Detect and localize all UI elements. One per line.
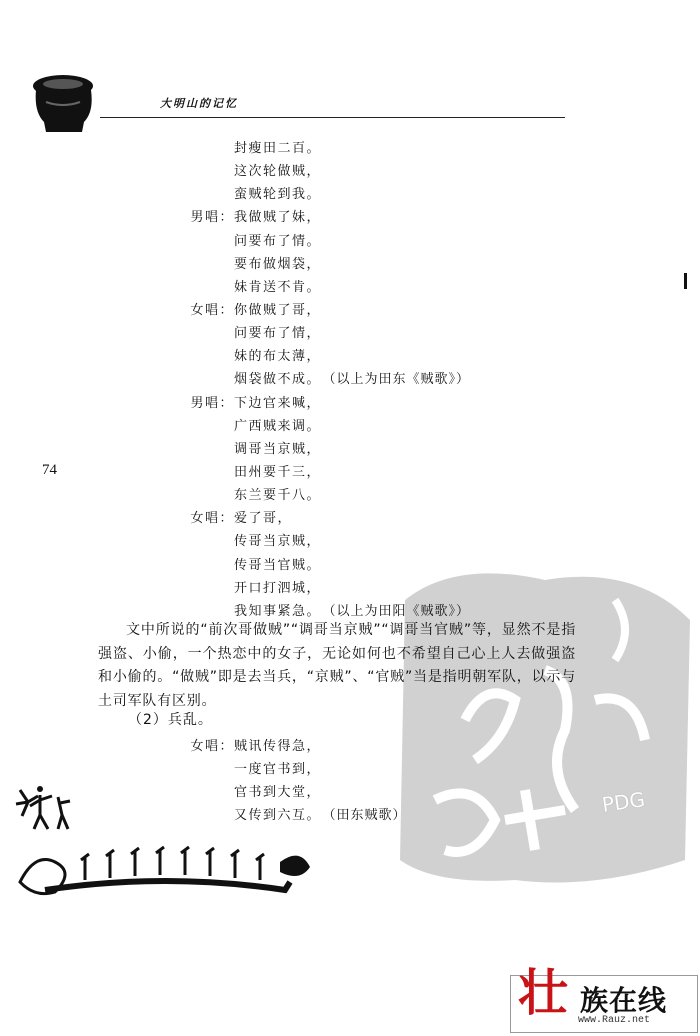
lyric-text: 这次轮做贼， [234,164,322,180]
verse-block-2 [0,735,700,828]
verse-line-text [234,183,321,206]
verse-line [0,160,700,183]
lyric-text: 官书到大堂， [234,785,322,801]
verse-line-text [234,137,321,160]
lyric-text: 又传到六互。 [234,808,322,824]
prose-paragraph [98,619,576,713]
running-title: 大明山的记忆 [160,97,238,110]
verse-line [0,345,700,368]
verse-line [0,276,700,299]
lyric-text: 传哥当京贼， [234,534,322,550]
verse-line [0,554,700,577]
verse-line [0,758,700,781]
paragraph-text: 文中所说的“前次哥做贼”“调哥当京贼”“调哥当官贼”等，显然不是指强盗、小偷，一个热恋中的女子，无论如何也不希望自己心上人去做强盗和小偷的。“做贼”即是去当兵，“京贼”、“官贼”当是指明朝军队，以示与土司军队有区别。 [98,622,576,709]
lyric-text: 开口打泗城， [234,580,322,596]
verse-line [0,577,700,600]
source-note: （以上为田阳《贼歌》） [329,603,471,619]
verse-line [0,183,700,206]
lyric-text: 要布做烟袋， [234,256,322,272]
verse-line [0,299,700,322]
lyric-text: 问要布了情， [234,326,322,342]
lyric-text: 一度官书到， [234,762,322,778]
speaker-label: 女唱： [190,302,234,318]
verse-line [0,804,700,827]
verse-line [0,484,700,507]
verse-line-text [234,781,321,804]
lyric-text: 我知事紧急。 [234,603,322,619]
verse-line-text [234,484,321,507]
lyric-text: 你做贼了哥， [234,302,322,318]
page-number: 74 [42,462,57,478]
lyric-text: 我做贼了妹， [234,210,322,226]
lyric-text: 下边官来喊， [234,395,322,411]
verse-line [0,507,700,530]
lyric-text: 东兰要千八。 [234,488,322,504]
subheading: （2）兵乱。 [128,712,213,728]
verse-line [0,461,700,484]
verse-line-text [234,530,321,553]
source-note: （以上为田东《贼歌》） [329,372,471,388]
verse-line-text [234,461,321,484]
verse-line [0,392,700,415]
verse-line-text [234,507,292,530]
verse-line-text [234,322,321,345]
lyric-text: 封瘦田二百。 [234,141,322,156]
site-logo-glyph: 壮 [518,963,568,1022]
verse-block-1 [0,137,700,623]
source-note: （田东贼歌） [329,808,407,824]
verse-line-text [234,415,321,438]
verse-line-text [234,577,321,600]
dancing-figures-decoration [10,785,80,835]
lyric-text: 贼讯传得急， [234,739,322,754]
verse-line [0,206,700,229]
verse-line-text [234,299,321,322]
speaker-label: 男唱： [190,210,234,226]
verse-line [0,530,700,553]
verse-line-text [234,758,321,781]
verse-line-text [234,230,321,253]
verse-line [0,438,700,461]
lyric-text: 调哥当京贼， [234,441,322,457]
verse-line-text [234,368,470,391]
speaker-label: 女唱： [190,511,234,527]
speaker-label: 男唱： [190,395,234,411]
lyric-text: 广西贼来调。 [234,418,322,434]
lyric-text: 爱了哥， [234,511,293,527]
verse-line [0,230,700,253]
verse-line [0,781,700,804]
site-logo-name: 族在线 [580,984,668,1017]
bronze-drum-emblem [30,72,96,134]
lyric-text: 蛮贼轮到我。 [234,187,322,203]
lyric-text: 烟袋做不成。 [234,372,322,388]
lyric-text: 传哥当官贼。 [234,557,322,573]
verse-line-text [234,345,321,368]
lyric-text: 妹肯送不肯。 [234,279,322,295]
verse-line-text [234,554,321,577]
verse-line-text [234,160,321,183]
verse-line-text [234,392,321,415]
verse-line [0,415,700,438]
stamp-pdg-label: PDG [600,787,647,817]
site-logo-url: www.Rauz.net [578,1015,651,1026]
boat-frieze-decoration [15,842,315,898]
verse-line [0,322,700,345]
verse-line [0,735,700,758]
verse-line-text [234,276,321,299]
verse-line-text [234,804,407,827]
header-rule [100,117,565,118]
verse-line-text [234,253,321,276]
speaker-label: 女唱： [190,739,234,754]
verse-line [0,253,700,276]
lyric-text: 田州要千三， [234,464,322,480]
verse-line-text [234,206,321,229]
verse-line [0,368,700,391]
verse-line-text [234,438,321,461]
lyric-text: 问要布了情。 [234,233,322,249]
verse-line-text [234,735,321,758]
lyric-text: 妹的布太薄， [234,349,322,365]
verse-line [0,137,700,160]
